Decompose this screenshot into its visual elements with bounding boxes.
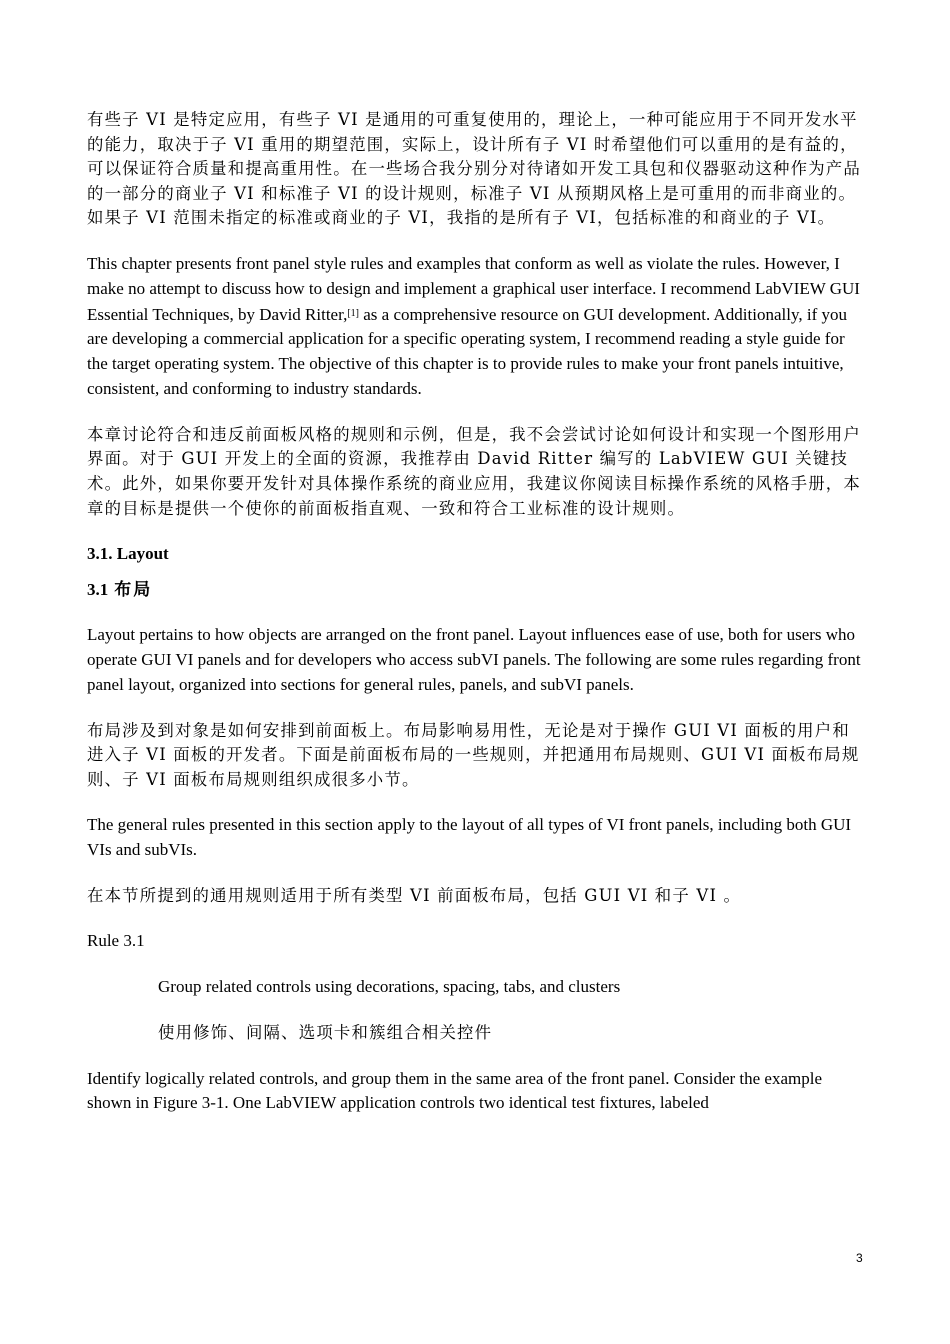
paragraph-chapter-intro-en-part2: as a comprehensive resource on GUI development. Additionally, if you are developing a commercial application for a specific operating system, I recommend reading a style guide for the target operating system. The objective of this chapter is to provide rules to make your front panels intuitive, consistent, and conforming to industry standards.: [87, 304, 847, 398]
paragraph-chapter-intro-zh: 本章讨论符合和违反前面板风格的规则和示例，但是，我不会尝试讨论如何设计和实现一个图形用户界面。对于 GUI 开发上的全面的资源，我推荐由 David Ritter 编写的 LabVIEW GUI 关键技术。此外，如果你要开发针对具体操作系统的商业应用，我建议你阅读目标操作系统的风格手册，本章的目标是提供一个使你的前面板指直观、一致和符合工业标准的设计规则。: [87, 424, 861, 518]
paragraph-general-rules-en: The general rules presented in this section apply to the layout of all types of VI front panels, including both GUI VIs and subVIs.: [87, 815, 852, 860]
section-title-zh: 布局: [114, 580, 153, 601]
rule-text-en: Group related controls using decorations, spacing, tabs, and clusters: [158, 977, 621, 997]
paragraph-general-rules-zh: 在本节所提到的通用规则适用于所有类型 VI 前面板布局，包括 GUI VI 和子 VI 。: [87, 885, 742, 905]
paragraph-layout-zh: 布局涉及到对象是如何安排到前面板上。布局影响易用性，无论是对于操作 GUI VI 面板的用户和进入子 VI 面板的开发者。下面是前面板布局的一些规则，并把通用布局规则、GUI VI 面板布局规则、子 VI 面板布局规则组织成很多小节。: [87, 720, 860, 789]
paragraph-group-controls-en: Identify logically related controls, and group them in the same area of the front panel. Consider the example shown in Figure 3-1. One LabVIEW application controls two identical test fixtures, labeled: [87, 1068, 823, 1113]
paragraph-chapter-intro-en: [87, 252, 865, 402]
section-heading-layout-en: 3.1. Layout: [87, 544, 169, 564]
footnote-reference-link[interactable]: [1]: [347, 307, 359, 319]
section-heading-layout-zh: [87, 578, 865, 602]
document-body: [87, 108, 865, 1116]
rule-text-zh: 使用修饰、间隔、选项卡和簇组合相关控件: [158, 1023, 493, 1043]
paragraph-subvi-reuse-zh: 有些子 VI 是特定应用，有些子 VI 是通用的可重复使用的，理论上，一种可能应用于不同开发水平的能力，取决于子 VI 重用的期望范围，实际上，设计所有子 VI 时希望他们可以重用的是有益的，可以保证符合质量和提高重用性。在一些场合我分别分对待诸如开发工具包和仪器驱动这种作为产品的一部分的商业子 VI 和标准子 VI 的设计规则，标准子 VI 从预期风格上是可重用的而非商业的。如果子 VI 范围未指定的标准或商业的子 VI，我指的是所有子 VI，包括标准的和商业的子 VI。: [87, 110, 861, 228]
section-number: 3.1: [87, 580, 109, 600]
paragraph-chapter-intro-en-part1: This chapter presents front panel style rules and examples that conform as well as violate the rules. However, I make no attempt to discuss how to design and implement a graphical user interface. I recommend LabVIEW GUI Essential Techniques, by David Ritter,: [87, 253, 860, 324]
page-number: 3: [856, 1251, 863, 1265]
rule-label: Rule 3.1: [87, 931, 145, 951]
paragraph-layout-en: Layout pertains to how objects are arranged on the front panel. Layout influences ease of use, both for users who operate GUI VI panels and for developers who access subVI panels. The following are some rules regarding front panel layout, organized into sections for general rules, panels, and subVI panels.: [87, 625, 861, 694]
